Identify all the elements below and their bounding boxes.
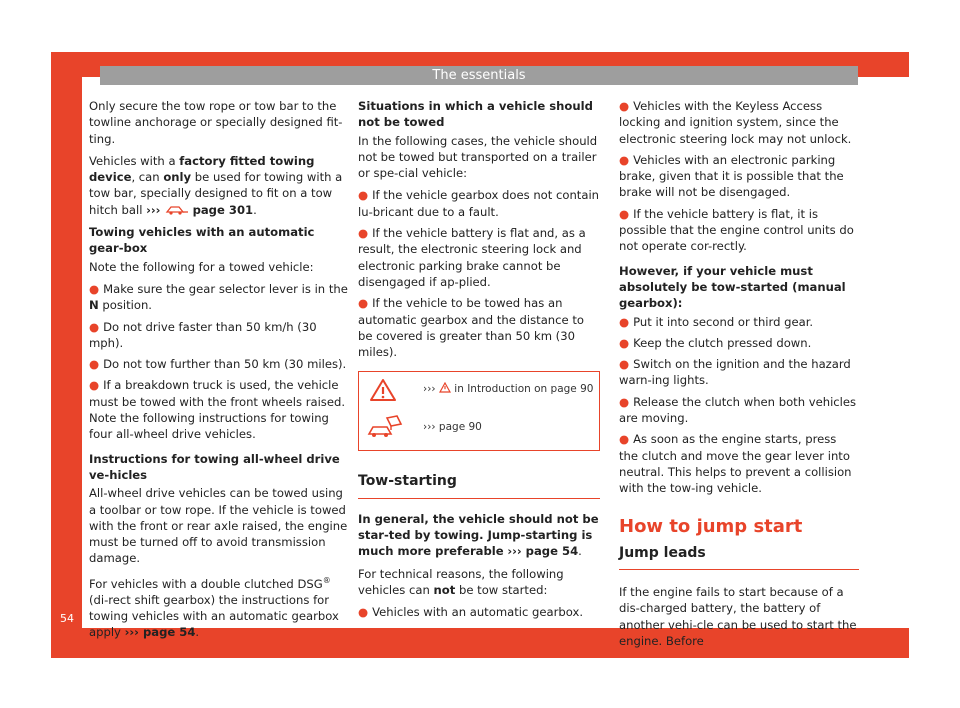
page-reference[interactable] (146, 203, 253, 217)
column-2 (358, 98, 600, 626)
text: If the vehicle battery is flat, it is possible that the engine control units do not operate cor-rectly. (619, 206, 854, 254)
bullet-icon: ● (619, 394, 630, 409)
chapter-title: How to jump start (619, 515, 803, 537)
column-1 (89, 98, 351, 647)
paragraph (358, 566, 600, 599)
text: . (195, 625, 200, 640)
list-item (619, 335, 859, 351)
bullet-icon: ● (358, 296, 369, 311)
text: Do not drive faster than 50 km/h (30 mph). (89, 319, 317, 350)
bold-text: factory fitted towing device (89, 153, 315, 185)
paragraph: Note the following for a towed vehicle: (89, 259, 314, 274)
ref-arrow: ››› (423, 383, 436, 396)
ref-page: page 301 (192, 202, 254, 217)
bold-text: In general, the vehicle should not be star-ted by towing. Jump-starting is much more preferable (358, 511, 599, 559)
paragraph: In the following cases, the vehicle should not be towed but transported on a trailer or spe-cial vehicle: (358, 133, 598, 181)
text: If a breakdown truck is used, the vehicle must be towed with the front wheels raised. Note the following instructions for towing four all-wheel drive vehicles. (89, 378, 346, 442)
paragraph: Only secure the tow rope or tow bar to the towline anchorage or specially designed fit-ting. (89, 99, 343, 146)
bullet-icon: ● (619, 99, 630, 113)
bullet-icon: ● (358, 188, 369, 203)
text: Vehicles with an automatic gearbox. (372, 605, 584, 620)
ref-arrow: ››› (146, 202, 161, 217)
list-item (89, 356, 351, 372)
bullet-icon: ● (89, 319, 100, 334)
section-title: Tow-starting (358, 473, 600, 498)
text: If the vehicle battery is flat and, as a result, the electronic steering lock and electronic parking brake cannot be disengaged if ap-plied. (358, 226, 586, 289)
text: be used for towing with a tow bar, specially designed to fit on a tow hitch ball (89, 170, 343, 217)
list-item (358, 187, 600, 220)
column-3 (619, 98, 859, 655)
text: , can (131, 170, 164, 185)
text: Make sure the gear selector lever is in the (103, 281, 348, 296)
cross-reference-box (358, 371, 600, 451)
list-item (358, 225, 600, 290)
subheading: Situations in which a vehicle should not be towed (358, 99, 593, 130)
text: be tow started: (455, 582, 548, 597)
bullet-icon: ● (358, 605, 369, 620)
subheading: However, if your vehicle must absolutely be tow-started (manual gearbox): (619, 263, 846, 311)
text: For technical reasons, the following vehicles can (358, 566, 564, 597)
text: Switch on the ignition and the hazard warn-ing lights. (619, 357, 851, 388)
paragraph: Vehicles with a factory fitted towing device, can only be used for towing with a tow bar, specially designed to fit on a tow hitch ball ››› page 301. (89, 153, 343, 217)
text: position. (98, 298, 152, 313)
list-item (619, 394, 859, 427)
list-item (619, 98, 859, 147)
bullet-icon: ● (619, 206, 630, 221)
text: (di-rect shift gearbox) the instructions for towing vehicles with an automatic gearbox apply (89, 592, 339, 640)
text: . (578, 544, 582, 559)
text: Do not tow further than 50 km (30 miles). (103, 357, 347, 372)
paragraph (89, 573, 351, 641)
registered-mark: ® (322, 575, 331, 585)
bullet-icon: ● (619, 335, 630, 350)
page-reference[interactable]: ››› page 54 (507, 544, 579, 559)
subheading: Instructions for towing all-wheel drive ve-hicles (89, 451, 340, 482)
list-item (619, 356, 859, 389)
page-header: The essentials (100, 66, 858, 85)
ref-text: in Introduction on page 90 (454, 383, 594, 396)
bold-text: only (163, 170, 192, 185)
page-reference[interactable]: ››› page 90 (423, 421, 482, 434)
text: If the vehicle to be towed has an automatic gearbox and the distance to be covered is greater than 50 km (30 miles). (358, 296, 584, 360)
list-item (89, 281, 351, 314)
car-book-icon (367, 414, 403, 438)
page-number: 54 (60, 612, 74, 625)
bullet-icon: ● (89, 357, 100, 372)
bullet-icon: ● (619, 152, 630, 167)
list-item (89, 377, 351, 442)
section-title: Jump leads (619, 545, 859, 570)
bullet-icon: ● (619, 357, 630, 372)
paragraph: If the engine fails to start because of a dis-charged battery, the battery of another vehi-cle can be used to start the engine. Before (619, 585, 857, 649)
bullet-icon: ● (89, 378, 100, 393)
list-item (619, 206, 859, 255)
warning-icon (439, 382, 451, 393)
text: Put it into second or third gear. (633, 314, 814, 329)
text: Vehicles with the Keyless Access locking and ignition system, since the electronic steering lock may not unlock. (619, 99, 852, 146)
page-reference[interactable]: ››› page 54 (124, 625, 196, 640)
text: Keep the clutch pressed down. (633, 335, 812, 350)
text: For vehicles with a double clutched DSG (89, 576, 323, 591)
paragraph (358, 511, 600, 560)
list-item (358, 604, 600, 620)
warning-icon (369, 378, 397, 402)
bullet-icon: ● (619, 432, 630, 447)
paragraph: All-wheel drive vehicles can be towed using a toolbar or tow rope. If the vehicle is towed with the front or rear axle raised, the engine must be turned off to avoid transmission damage. (89, 486, 348, 566)
list-item (619, 431, 859, 496)
text: As soon as the engine starts, press the clutch and move the gear lever into neutral. This helps to prevent a collision with the tow-ing vehicle. (619, 432, 852, 496)
text: Vehicles with a (89, 153, 180, 168)
text: If the vehicle gearbox does not contain lu-bricant due to a fault. (358, 188, 600, 219)
bullet-icon: ● (619, 314, 630, 329)
list-item (619, 314, 859, 330)
bullet-icon: ● (358, 226, 369, 241)
text: Vehicles with an electronic parking brake, given that it is possible that the brake will not be disengaged. (619, 152, 844, 200)
list-item (358, 295, 600, 360)
text: Release the clutch when both vehicles are moving. (619, 394, 857, 426)
warning-reference[interactable] (423, 381, 593, 397)
list-item (619, 152, 859, 201)
bold-text: N (89, 298, 99, 313)
towing-icon (165, 203, 189, 215)
bullet-icon: ● (89, 281, 100, 296)
bold-text: not (433, 582, 456, 597)
subheading: Towing vehicles with an automatic gear-box (89, 225, 315, 256)
list-item (89, 319, 351, 352)
